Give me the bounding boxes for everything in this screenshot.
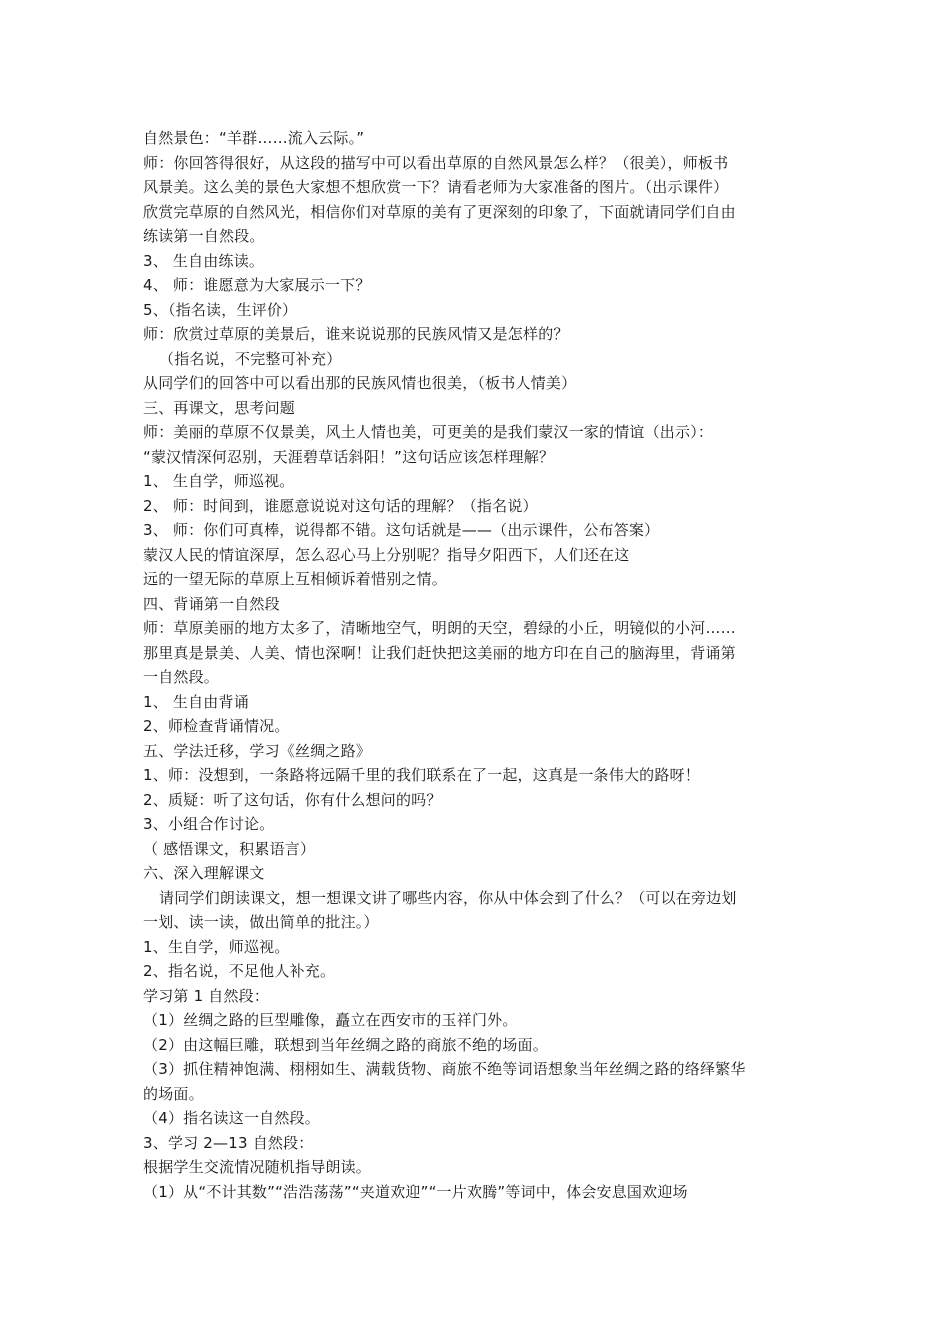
text-line: 欣赏完草原的自然风光，相信你们对草原的美有了更深刻的印象了，下面就请同学们自由 [143, 202, 736, 221]
text-line: 请同学们朗读课文，想一想课文讲了哪些内容，你从中体会到了什么？（可以在旁边划 [159, 888, 737, 907]
list-item: 3、 生自由练读。 [143, 251, 265, 270]
text-line: 从同学们的回答中可以看出那的民族风情也很美，（板书人情美） [143, 374, 577, 392]
text-line: 师：草原美丽的地方太多了，清晰地空气，明朗的天空，碧绿的小丘，明镜似的小河…… [143, 619, 736, 637]
section-heading: 五、学法迁移，学习《丝绸之路》 [143, 741, 372, 760]
list-item: （1）丝绸之路的巨型雕像，矗立在西安市的玉祥门外。 [143, 1011, 518, 1029]
text-line: （指名说，不完整可补充） [159, 349, 342, 368]
list-item: 5、（指名读，生评价） [143, 300, 298, 319]
text-line: 师：美丽的草原不仅景美，风土人情也美，可更美的是我们蒙汉一家的情谊（出示）： [143, 423, 714, 441]
list-item: （4）指名读这一自然段。 [143, 1109, 320, 1127]
text-line: 师：你回答得很好，从这段的描写中可以看出草原的自然风景怎么样？（很美），师板书 [143, 153, 729, 172]
list-item: 1、 生自由背诵 [143, 692, 249, 711]
text-line: 的场面。 [143, 1084, 204, 1103]
list-item: 3、 师：你们可真棒，说得都不错。这句话就是——（出示课件，公布答案） [143, 521, 660, 539]
text-line: 远的一望无际的草原上互相倾诉着惜别之情。 [143, 570, 448, 588]
list-item: 2、 师：时间到，谁愿意说说对这句话的理解？（指名说） [143, 496, 538, 515]
list-item: 2、质疑：听了这句话，你有什么想问的吗？ [143, 790, 442, 809]
section-heading: 三、再课文，思考问题 [143, 398, 296, 417]
list-item: （2）由这幅巨雕，联想到当年丝绸之路的商旅不绝的场面。 [143, 1035, 548, 1054]
section-heading: 四、背诵第一自然段 [143, 594, 280, 613]
text-line: 那里真是景美、人美、情也深啊！让我们赶快把这美丽的地方印在自己的脑海里，背诵第 [143, 643, 736, 662]
text-line: 根据学生交流情况随机指导朗读。 [143, 1158, 372, 1176]
text-line: 练读第一自然段。 [143, 227, 265, 245]
list-item: 1、生自学，师巡视。 [143, 937, 290, 956]
text-line: （ 感悟课文，积累语言） [143, 839, 316, 858]
list-item: 3、小组合作讨论。 [143, 815, 275, 833]
text-line: 学习第 1 自然段： [143, 986, 270, 1005]
list-item: 1、师：没想到，一条路将远隔千里的我们联系在了一起，这真是一条伟大的路呀！ [143, 766, 700, 784]
list-item: 3、学习 2—13 自然段： [143, 1133, 314, 1152]
text-line: 自然景色：“羊群……流入云际。” [143, 129, 365, 147]
text-line: 一划、读一读，做出简单的批注。） [143, 913, 379, 931]
text-line: 蒙汉人民的情谊深厚，怎么忍心马上分别呢？指导夕阳西下，人们还在这 [143, 545, 630, 564]
text-line: 一自然段。 [143, 668, 220, 686]
list-item: 1、 生自学，师巡视。 [143, 472, 295, 490]
list-item: 2、指名说，不足他人补充。 [143, 962, 336, 980]
list-item: （3）抓住精神饱满、栩栩如生、满载货物、商旅不绝等词语想象当年丝绸之路的络绎繁华 [143, 1060, 746, 1078]
text-line: 师：欣赏过草原的美景后，谁来说说那的民族风情又是怎样的？ [143, 325, 569, 343]
text-line: 风景美。这么美的景色大家想不想欣赏一下？请看老师为大家准备的图片。（出示课件） [143, 178, 729, 196]
section-heading: 六、深入理解课文 [143, 864, 265, 882]
text-line: “蒙汉情深何忍别，天涯碧草话斜阳！”这句话应该怎样理解？ [143, 447, 555, 466]
document-body [143, 126, 811, 1204]
list-item: （1）从“不计其数”“浩浩荡荡”“夹道欢迎”“一片欢腾”等词中，体会安息国欢迎场 [143, 1182, 688, 1201]
list-item: 2、师检查背诵情况。 [143, 717, 290, 735]
list-item: 4、 师：谁愿意为大家展示一下？ [143, 276, 371, 294]
